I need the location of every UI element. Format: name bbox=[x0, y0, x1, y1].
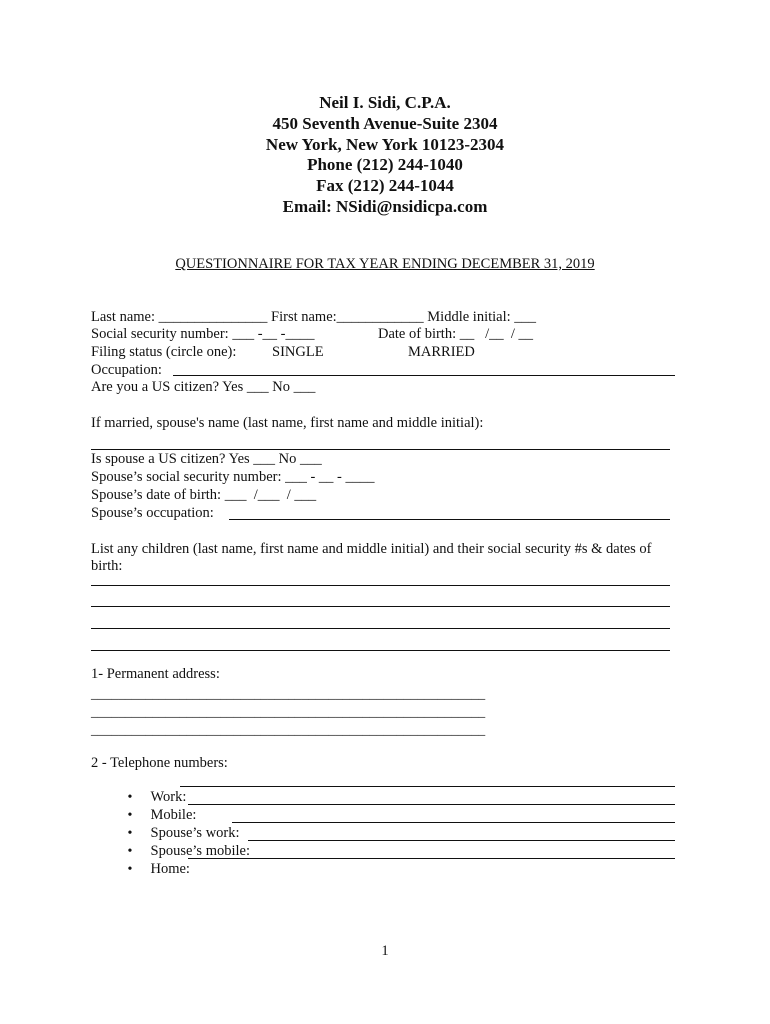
filing-status-label: Filing status (circle one): bbox=[91, 344, 237, 360]
occupation-field[interactable] bbox=[173, 375, 675, 376]
phone-spouse-work-label: Spouse’s work: bbox=[150, 825, 240, 841]
phone-home-field[interactable] bbox=[188, 858, 675, 859]
phone-spouse-mobile-field[interactable] bbox=[248, 840, 675, 841]
children-field-2[interactable] bbox=[91, 606, 670, 607]
phone-mobile-label: Mobile: bbox=[150, 807, 197, 823]
fax-line: Fax (212) 244-1044 bbox=[316, 176, 454, 196]
page-number: 1 bbox=[381, 943, 389, 959]
spouse-occupation-field[interactable] bbox=[229, 519, 670, 520]
bullet-icon: • bbox=[127, 862, 133, 877]
phone-line: Phone (212) 244-1040 bbox=[307, 155, 463, 175]
bullet-icon: • bbox=[127, 808, 133, 823]
phone-work-label: Work: bbox=[150, 789, 187, 805]
names-line[interactable]: Last name: _______________ First name:____________ Middle initial: ___ bbox=[91, 309, 537, 325]
phone-home-label: Home: bbox=[150, 861, 190, 877]
phone-item-home bbox=[113, 844, 190, 895]
dob-line[interactable]: Date of birth: __ /__ / __ bbox=[378, 326, 534, 342]
spouse-dob-line[interactable]: Spouse’s date of birth: ___ /___ / ___ bbox=[91, 487, 317, 503]
filing-single-option[interactable]: SINGLE bbox=[272, 344, 324, 360]
letterhead bbox=[0, 93, 770, 218]
spouse-ssn-line[interactable]: Spouse’s social security number: ___ - __ - ____ bbox=[91, 469, 375, 485]
phone-mobile-field[interactable] bbox=[188, 804, 675, 805]
email-line: Email: NSidi@nsidicpa.com bbox=[282, 196, 488, 216]
occupation-label: Occupation: bbox=[91, 362, 162, 378]
spouse-name-prompt: If married, spouse's name (last name, first name and middle initial): bbox=[91, 415, 484, 431]
spouse-citizen-question[interactable]: Is spouse a US citizen? Yes ___ No ___ bbox=[91, 451, 322, 467]
permanent-address-label: 1- Permanent address: bbox=[91, 666, 220, 682]
address-field-1[interactable]: __________________________________________________________ bbox=[91, 686, 486, 701]
spouse-occupation-label: Spouse’s occupation: bbox=[91, 505, 214, 521]
children-field-3[interactable] bbox=[91, 628, 670, 629]
telephone-label: 2 - Telephone numbers: bbox=[91, 755, 228, 771]
phone-spouse-work-field[interactable] bbox=[232, 822, 675, 823]
page-title: QUESTIONNAIRE FOR TAX YEAR ENDING DECEMBER 31, 2019 bbox=[175, 256, 595, 272]
address-line-1: 450 Seventh Avenue-Suite 2304 bbox=[272, 113, 498, 133]
spouse-name-field[interactable] bbox=[91, 449, 670, 450]
address-line-2: New York, New York 10123-2304 bbox=[265, 134, 505, 154]
bullet-icon: • bbox=[127, 844, 133, 859]
cpa-name: Neil I. Sidi, C.P.A. bbox=[319, 93, 451, 112]
children-field-1[interactable] bbox=[91, 585, 670, 586]
bullet-icon: • bbox=[127, 826, 133, 841]
phone-work-field[interactable] bbox=[180, 786, 675, 787]
ssn-line[interactable]: Social security number: ___ -__ -____ bbox=[91, 326, 315, 342]
address-field-3[interactable]: __________________________________________________________ bbox=[91, 722, 486, 737]
children-prompt-cont: birth: bbox=[91, 558, 123, 574]
bullet-icon: • bbox=[127, 790, 133, 805]
address-field-2[interactable]: __________________________________________________________ bbox=[91, 704, 486, 719]
filing-married-option[interactable]: MARRIED bbox=[408, 344, 475, 360]
children-prompt: List any children (last name, first name and middle initial) and their social security #s & dates of bbox=[91, 541, 652, 557]
phone-spouse-mobile-label: Spouse’s mobile: bbox=[150, 843, 250, 859]
children-field-4[interactable] bbox=[91, 650, 670, 651]
citizen-question[interactable]: Are you a US citizen? Yes ___ No ___ bbox=[91, 379, 316, 395]
